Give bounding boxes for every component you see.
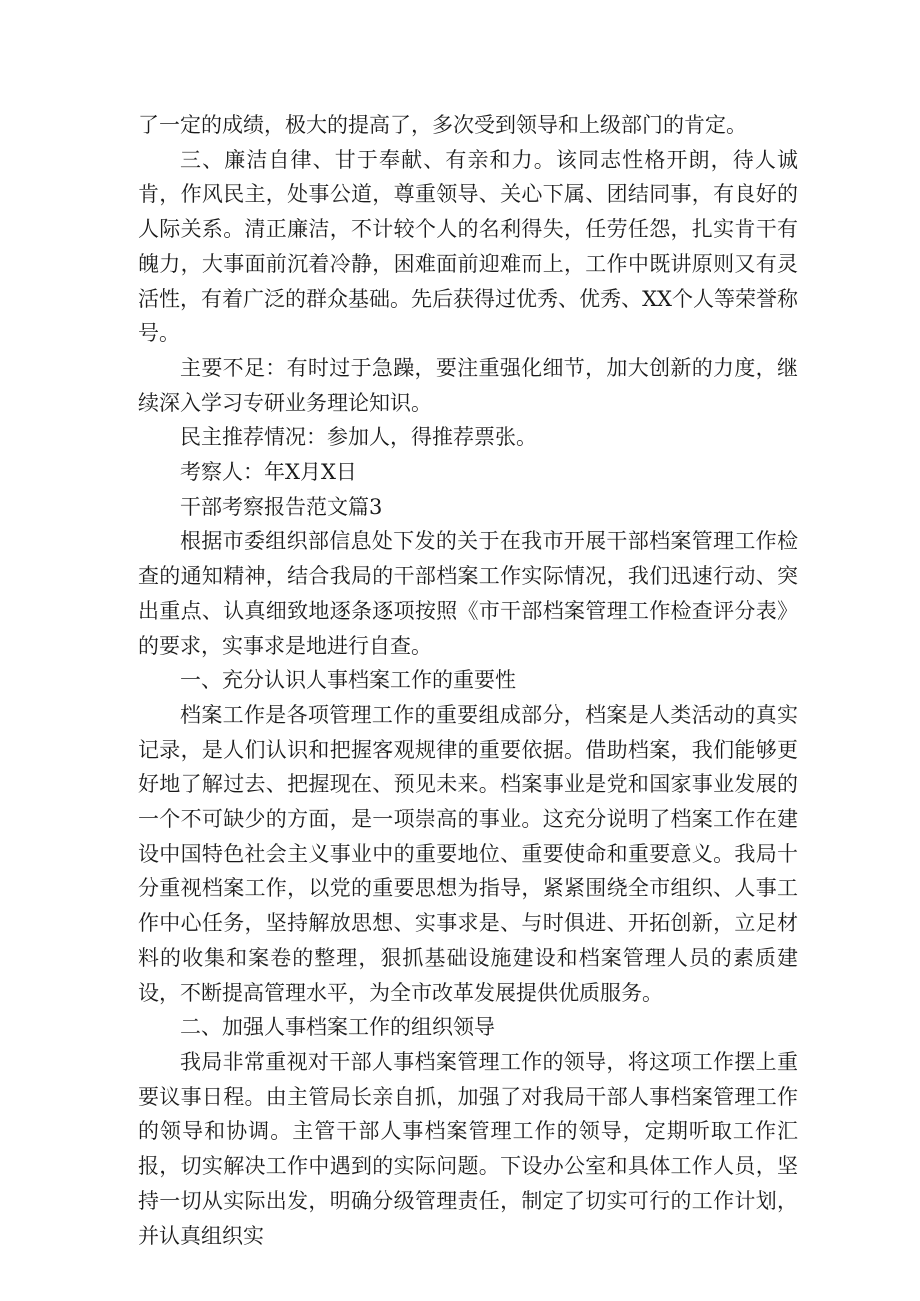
document-page (138, 108, 798, 1253)
section-title: 干部考察报告范文篇3 (180, 494, 383, 519)
paragraph-integrity: 三、廉洁自律、甘于奉献、有亲和力。该同志性格开朗，待人诚肯，作风民主，处事公道，尊重领导、关心下属、团结同事，有良好的人际关系。清正廉洁，不计较个人的名利得失，任劳任怨，扎实肯干有魄力，大事面前沉着冷静，困难面前迎难而上，工作中既讲原则又有灵活性，有着广泛的群众基础。先后获得过优秀、优秀、XX个人等荣誉称号。 (138, 147, 798, 346)
paragraph-intro: 根据市委组织部信息处下发的关于在我市开展干部档案管理工作检查的通知精神，结合我局的干部档案工作实际情况，我们迅速行动、突出重点、认真细致地逐条逐项按照《市干部档案管理工作检查评分表》的要求，实事求是地进行自查。 (138, 529, 798, 658)
paragraph-recommendation: 民主推荐情况：参加人，得推荐票张。 (180, 425, 537, 450)
paragraph-inspector-date: 考察人：年X月X日 (180, 460, 357, 485)
paragraph-leadership: 我局非常重视对干部人事档案管理工作的领导，将这项工作摆上重要议事日程。由主管局长亲自抓，加强了对我局干部人事档案管理工作的领导和协调。主管干部人事档案管理工作的领导，定期听取工作汇报，切实解决工作中遇到的实际问题。下设办公室和具体工作人员，坚持一切从实际出发，明确分级管理责任，制定了切实可行的工作计划，并认真组织实 (138, 1049, 798, 1248)
paragraph-continuation: 了一定的成绩，极大的提高了，多次受到领导和上级部门的肯定。 (138, 113, 747, 137)
paragraph-importance: 档案工作是各项管理工作的重要组成部分，档案是人类活动的真实记录，是人们认识和把握客观规律的重要依据。借助档案，我们能够更好地了解过去、把握现在、预见未来。档案事业是党和国家事业发展的一个不可缺少的方面，是一项崇高的事业。这充分说明了档案工作在建设中国特色社会主义事业中的重要地位、重要使命和重要意义。我局十分重视档案工作，以党的重要思想为指导，紧紧围绕全市组织、人事工作中心任务，坚持解放思想、实事求是、与时俱进、开拓创新，立足材料的收集和案卷的整理，狠抓基础设施建设和档案管理人员的素质建设，不断提高管理水平，为全市改革发展提供优质服务。 (138, 702, 798, 1005)
heading-two: 二、加强人事档案工作的组织领导 (180, 1015, 495, 1040)
paragraph-shortcomings: 主要不足：有时过于急躁，要注重强化细节，加大创新的力度，继续深入学习专研业务理论知识。 (138, 355, 798, 415)
heading-one: 一、充分认识人事档案工作的重要性 (180, 668, 516, 693)
